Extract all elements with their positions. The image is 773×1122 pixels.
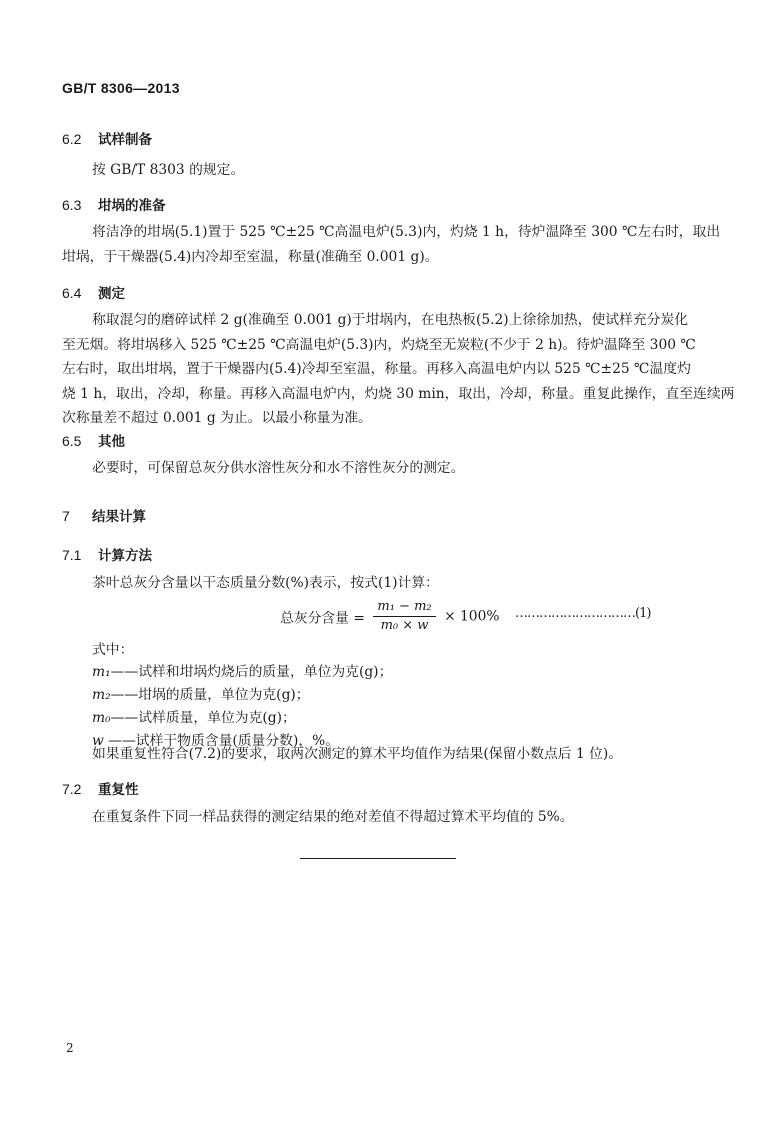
section-7-1-result-note: 如果重复性符合(7.2)的要求，取两次测定的算术平均值作为结果(保留小数点后 1 位)。 xyxy=(92,746,623,762)
section-6-4-heading xyxy=(62,282,125,302)
formula-lhs: 总灰分含量 = xyxy=(280,610,365,627)
section-6-3-paragraph xyxy=(62,220,721,269)
section-title: 试样制备 xyxy=(98,132,152,148)
where-label: 式中： xyxy=(92,642,134,658)
section-number: 6.3 xyxy=(62,197,82,213)
where-item-m2 xyxy=(92,683,310,703)
symbol: m₂ xyxy=(92,687,111,703)
section-6-2-text: 按 GB/T 8303 的规定。 xyxy=(92,162,245,178)
formula-fraction xyxy=(373,598,435,635)
section-number: 7.1 xyxy=(62,547,82,563)
symbol-description: ——试样和坩埚灼烧后的质量，单位为克(g)； xyxy=(110,664,393,680)
section-6-3-heading xyxy=(62,194,166,214)
where-item-m0 xyxy=(92,706,296,726)
symbol-description: ——试样质量，单位为克(g)； xyxy=(110,710,296,726)
section-number: 7.2 xyxy=(62,781,82,797)
where-item-m1 xyxy=(92,660,392,680)
formula-1 xyxy=(280,598,499,635)
section-6-2-heading xyxy=(62,128,152,148)
section-6-4-paragraph xyxy=(62,308,735,431)
section-7-1-heading xyxy=(62,544,152,564)
section-number: 7 xyxy=(62,508,70,524)
section-number: 6.5 xyxy=(62,433,82,449)
section-title: 测定 xyxy=(98,286,125,302)
section-6-5-text: 必要时，可保留总灰分供水溶性灰分和水不溶性灰分的测定。 xyxy=(92,460,465,476)
formula-denominator: m₀ × w xyxy=(380,618,429,633)
symbol: m₁ xyxy=(92,664,111,680)
section-title: 计算方法 xyxy=(98,548,152,564)
paragraph-line: 至无烟。将坩埚移入 525 ℃±25 ℃高温电炉(5.3)内，灼烧至无炭粒(不少于 2 h)。待炉温降至 300 ℃ xyxy=(62,336,696,353)
paragraph-line: 次称量差不超过 0.001 g 为止。以最小称量为准。 xyxy=(62,410,372,426)
section-title: 其他 xyxy=(98,434,125,450)
section-6-5-heading xyxy=(62,430,125,450)
symbol-description: ——坩埚的质量，单位为克(g)； xyxy=(110,687,310,703)
section-7-2-heading xyxy=(62,778,139,798)
paragraph-line: 烧 1 h，取出，冷却，称量。再移入高温电炉内，灼烧 30 min，取出，冷却，称量。重复此操作，直至连续两 xyxy=(62,385,735,402)
end-of-standard-rule xyxy=(300,858,456,859)
formula-numerator: m₁ − m₂ xyxy=(373,598,435,617)
page-number: 2 xyxy=(66,1041,74,1055)
section-number: 6.4 xyxy=(62,285,82,301)
section-7-heading xyxy=(62,505,146,525)
symbol-description: ——试样干物质含量(质量分数)，%。 xyxy=(103,733,340,749)
section-title: 重复性 xyxy=(98,782,139,798)
standard-code: GB/T 8306—2013 xyxy=(62,80,180,96)
section-7-1-intro: 茶叶总灰分含量以干态质量分数(%)表示，按式(1)计算： xyxy=(92,575,439,591)
paragraph-line: 称取混匀的磨碎试样 2 g(准确至 0.001 g)于坩埚内，在电热板(5.2)上徐徐加热，使试样充分炭化 xyxy=(92,312,689,328)
section-title: 结果计算 xyxy=(92,509,146,525)
paragraph-line: 将洁净的坩埚(5.1)置于 525 ℃±25 ℃高温电炉(5.3)内，灼烧 1 h，待炉温降至 300 ℃左右时，取出 xyxy=(92,224,721,240)
section-7-2-text: 在重复条件下同一样品获得的测定结果的绝对差值不得超过算术平均值的 5%。 xyxy=(92,809,574,825)
symbol: w xyxy=(92,733,104,749)
formula-rhs: × 100% xyxy=(444,608,500,625)
paragraph-line: 左右时，取出坩埚，置于干燥器内(5.4)冷却至室温，称量。再移入高温电炉内以 525 ℃±25 ℃温度灼 xyxy=(62,361,691,377)
paragraph-line: 坩埚，于干燥器(5.4)内冷却至室温，称量(准确至 0.001 g)。 xyxy=(62,248,439,265)
formula-number: …………………………(1) xyxy=(515,606,651,621)
symbol: m₀ xyxy=(92,710,111,726)
section-title: 坩埚的准备 xyxy=(98,198,166,214)
section-number: 6.2 xyxy=(62,131,82,147)
